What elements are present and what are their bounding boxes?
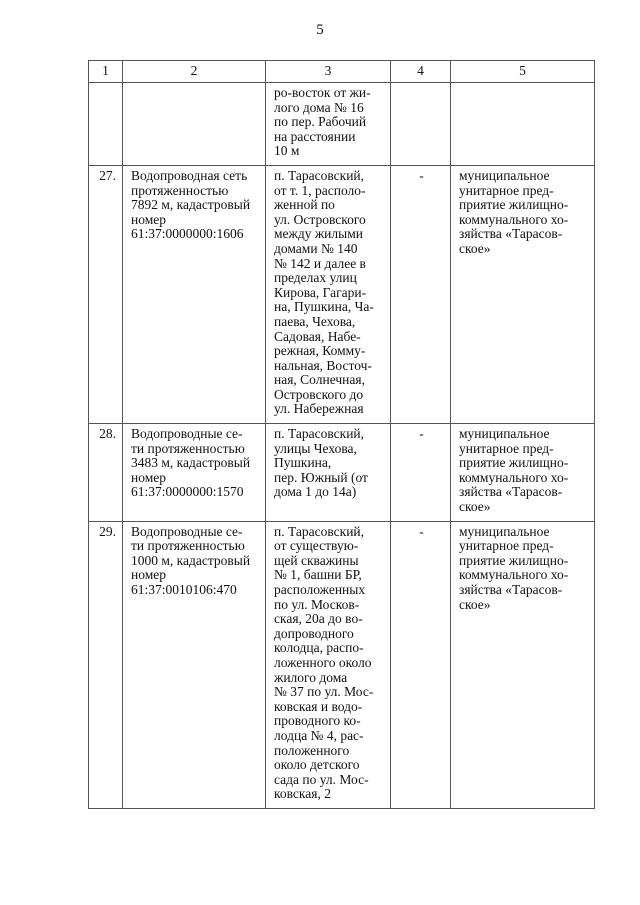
object-description: Водопроводные се- ти протяженностью 1000 м, кадастровый номер 61:37:0010106:470 [123,521,266,808]
column-header-4: 4 [391,61,451,83]
row-number: 28. [89,424,123,522]
column-4-value: - [391,424,451,522]
column-header-3: 3 [266,61,391,83]
object-location: п. Тарасовский, от т. 1, располо- женной по ул. Островского между жилыми домами № 140 № 142 и далее в пределах улиц Кирова, Гагари- на, Пушкина, Ча- паева, Чехова, Садовая, Набе- режная, Комму- нальная, Восточ- ная, Солнечная, Островского до ул. Набережная [266,165,391,423]
object-description: Водопроводная сеть протяженностью 7892 м, кадастровый номер 61:37:0000000:1606 [123,165,266,423]
row-number [89,83,123,166]
column-4-value [391,83,451,166]
table-row [89,521,595,808]
column-number-row [89,61,595,83]
column-4-value: - [391,165,451,423]
rights-holder: муниципальное унитарное пред- приятие жилищно- коммунального хо- зяйства «Тарасов- ское» [451,521,595,808]
column-header-2: 2 [123,61,266,83]
property-register-table [88,60,595,809]
column-header-1: 1 [89,61,123,83]
rights-holder [451,83,595,166]
column-4-value: - [391,521,451,808]
table-row [89,165,595,423]
column-header-5: 5 [451,61,595,83]
rights-holder: муниципальное унитарное пред- приятие жилищно- коммунального хо- зяйства «Тарасов- ское» [451,424,595,522]
table-row [89,83,595,166]
object-description: Водопроводные се- ти протяженностью 3483 м, кадастровый номер 61:37:0000000:1570 [123,424,266,522]
row-number: 27. [89,165,123,423]
object-location: п. Тарасовский, от существую- щей скважины № 1, башни БР, расположенных по ул. Москов- ская, 20а до во- допроводного колодца, распо- ложенного около жилого дома № 37 по ул. Мос- ковская и водо- проводного ко- лодца № 4, рас- положенного около детского сада по ул. Мос- ковская, 2 [266,521,391,808]
page-number: 5 [316,22,324,38]
object-location: п. Тарасовский, улицы Чехова, Пушкина, пер. Южный (от дома 1 до 14а) [266,424,391,522]
row-number: 29. [89,521,123,808]
table-row [89,424,595,522]
object-description [123,83,266,166]
rights-holder: муниципальное унитарное пред- приятие жилищно- коммунального хо- зяйства «Тарасов- ское» [451,165,595,423]
object-location: ро-восток от жи- лого дома № 16 по пер. Рабочий на расстоянии 10 м [266,83,391,166]
